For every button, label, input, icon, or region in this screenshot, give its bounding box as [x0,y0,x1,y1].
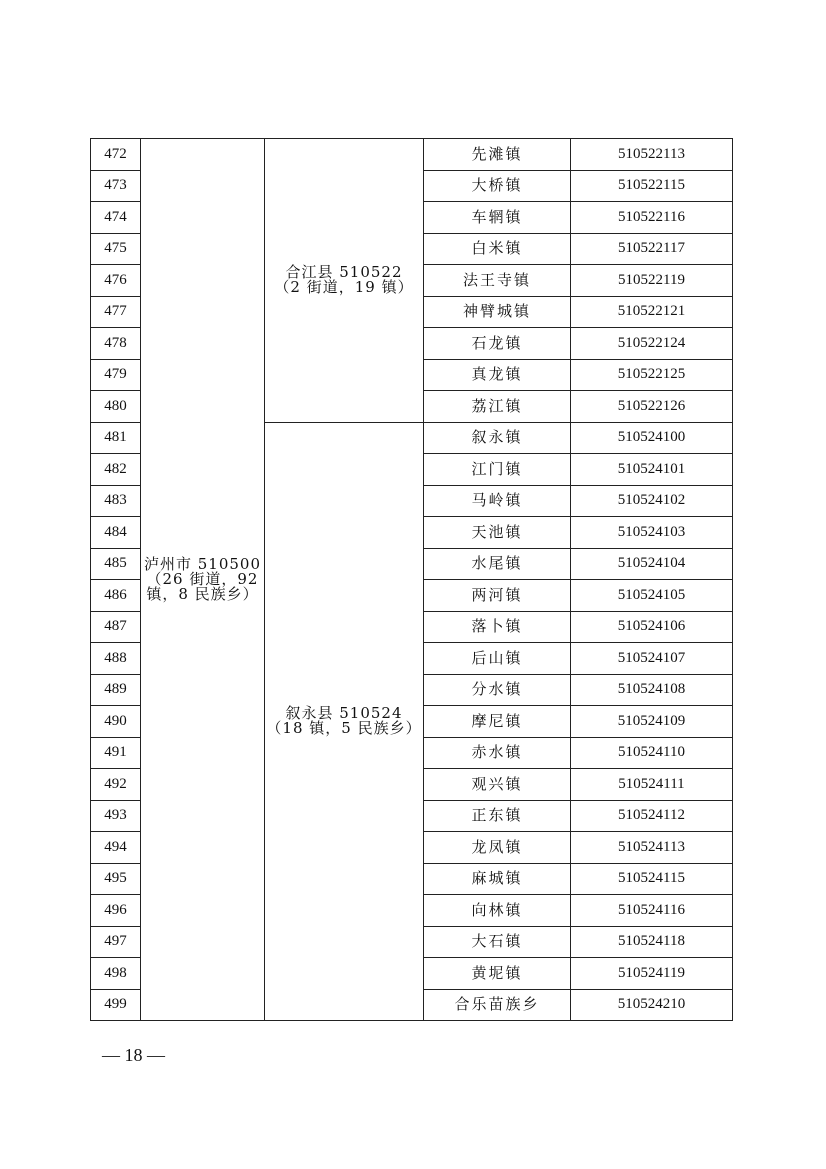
town-code: 510524110 [571,737,733,769]
town-code: 510522113 [571,139,733,171]
town-name: 向林镇 [424,895,571,927]
town-code: 510522121 [571,296,733,328]
town-code: 510524115 [571,863,733,895]
town-name: 摩尼镇 [424,706,571,738]
row-number: 488 [91,643,141,675]
town-name: 石龙镇 [424,328,571,360]
row-number: 483 [91,485,141,517]
town-code: 510524112 [571,800,733,832]
city-label-line3: 镇，8 民族乡） [146,585,259,603]
row-number: 498 [91,958,141,990]
town-code: 510522119 [571,265,733,297]
county-cell [265,422,424,1021]
town-name: 黄坭镇 [424,958,571,990]
town-code: 510524101 [571,454,733,486]
row-number: 495 [91,863,141,895]
town-code: 510524119 [571,958,733,990]
row-number: 476 [91,265,141,297]
town-name: 赤水镇 [424,737,571,769]
town-name: 荔江镇 [424,391,571,423]
town-code: 510524107 [571,643,733,675]
town-code: 510524102 [571,485,733,517]
row-number: 493 [91,800,141,832]
town-name: 神臂城镇 [424,296,571,328]
town-code: 510522125 [571,359,733,391]
town-name: 两河镇 [424,580,571,612]
county-label-line1: 合江县 510522 [285,263,403,282]
page-number: — 18 — [102,1045,165,1065]
row-number: 491 [91,737,141,769]
town-code: 510524111 [571,769,733,801]
city-label-line1: 泸州市 510500 [143,555,262,573]
county-cell [265,139,424,423]
town-code: 510524100 [571,422,733,454]
town-name: 真龙镇 [424,359,571,391]
town-name: 法王寺镇 [424,265,571,297]
city-cell [141,139,265,1021]
town-code: 510524104 [571,548,733,580]
town-name: 麻城镇 [424,863,571,895]
town-name: 天池镇 [424,517,571,549]
town-name: 大桥镇 [424,170,571,202]
town-name: 后山镇 [424,643,571,675]
town-code: 510524103 [571,517,733,549]
town-name: 观兴镇 [424,769,571,801]
town-code: 510522117 [571,233,733,265]
town-code: 510524109 [571,706,733,738]
town-code: 510522115 [571,170,733,202]
row-number: 480 [91,391,141,423]
row-number: 484 [91,517,141,549]
town-code: 510524105 [571,580,733,612]
row-number: 499 [91,989,141,1021]
row-number: 472 [91,139,141,171]
town-code: 510522126 [571,391,733,423]
row-number: 479 [91,359,141,391]
town-code: 510524108 [571,674,733,706]
table-body [91,139,733,1021]
row-number: 474 [91,202,141,234]
county-label-line1: 叙永县 510524 [285,704,403,723]
row-number: 485 [91,548,141,580]
table-row [91,139,733,171]
county-label-line2: （2 街道，19 镇） [274,278,414,297]
town-name: 车辋镇 [424,202,571,234]
town-name: 分水镇 [424,674,571,706]
row-number: 475 [91,233,141,265]
town-name: 龙凤镇 [424,832,571,864]
town-name: 水尾镇 [424,548,571,580]
town-code: 510524118 [571,926,733,958]
town-code: 510524116 [571,895,733,927]
town-name: 大石镇 [424,926,571,958]
town-code: 510522116 [571,202,733,234]
row-number: 478 [91,328,141,360]
town-name: 正东镇 [424,800,571,832]
row-number: 489 [91,674,141,706]
town-code: 510522124 [571,328,733,360]
town-name: 叙永镇 [424,422,571,454]
city-label-line2: （26 街道，92 [146,570,259,588]
town-name: 江门镇 [424,454,571,486]
town-name: 合乐苗族乡 [424,989,571,1021]
row-number: 473 [91,170,141,202]
town-name: 马岭镇 [424,485,571,517]
division-table [90,138,733,1021]
row-number: 481 [91,422,141,454]
row-number: 497 [91,926,141,958]
row-number: 477 [91,296,141,328]
row-number: 492 [91,769,141,801]
town-name: 白米镇 [424,233,571,265]
row-number: 490 [91,706,141,738]
town-name: 先滩镇 [424,139,571,171]
row-number: 496 [91,895,141,927]
town-code: 510524113 [571,832,733,864]
row-number: 494 [91,832,141,864]
town-name: 落卜镇 [424,611,571,643]
county-label-line2: （18 镇，5 民族乡） [266,719,422,738]
row-number: 486 [91,580,141,612]
row-number: 482 [91,454,141,486]
town-code: 510524106 [571,611,733,643]
town-code: 510524210 [571,989,733,1021]
row-number: 487 [91,611,141,643]
